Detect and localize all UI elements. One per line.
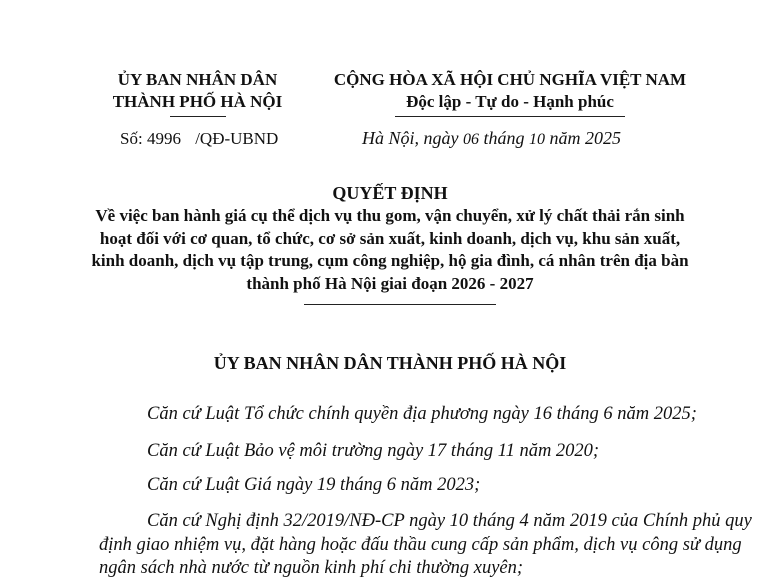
date-month-label: tháng <box>483 128 525 148</box>
date-place: Hà Nội, ngày <box>362 128 459 148</box>
issuer-heading: ỦY BAN NHÂN DÂN THÀNH PHỐ HÀ NỘI <box>213 353 567 373</box>
agency-name-line2: THÀNH PHỐ HÀ NỘI <box>112 92 283 111</box>
legal-basis-item-cont: ngân sách nhà nước từ nguồn kinh phí chi thường xuyên; <box>99 558 524 578</box>
title-underline <box>304 304 496 305</box>
document-number <box>120 129 278 149</box>
legal-basis-item-cont: định giao nhiệm vụ, đặt hàng hoặc đấu thầu cung cấp sản phẩm, dịch vụ công sử dụng <box>99 535 742 555</box>
nation-motto: Độc lập - Tự do - Hạnh phúc <box>406 92 614 111</box>
subject-line: Về việc ban hành giá cụ thể dịch vụ thu gom, vận chuyển, xử lý chất thải rắn sinh <box>95 206 685 225</box>
legal-basis-item: Căn cứ Nghị định 32/2019/NĐ-CP ngày 10 tháng 4 năm 2019 của Chính phủ quy <box>147 511 752 531</box>
agency-underline <box>170 116 226 117</box>
date-month: 10 <box>529 131 546 148</box>
date-day: 06 <box>463 131 479 148</box>
subject-line: thành phố Hà Nội giai đoạn 2026 - 2027 <box>246 273 534 293</box>
legal-basis-item: Căn cứ Luật Giá ngày 19 tháng 6 năm 2023; <box>147 475 481 495</box>
subject-line: hoạt đối với cơ quan, tổ chức, cơ sở sản xuất, kinh doanh, dịch vụ, khu sản xuất, <box>99 228 681 248</box>
doc-number-suffix: /QĐ-UBND <box>195 129 279 148</box>
agency-name-line1: ỦY BAN NHÂN DÂN <box>117 70 278 89</box>
date-year: năm 2025 <box>549 128 622 148</box>
document-subject <box>40 205 740 295</box>
legal-basis-item: Căn cứ Luật Tổ chức chính quyền địa phương ngày 16 tháng 6 năm 2025; <box>147 404 697 424</box>
legal-basis-item: Căn cứ Luật Bảo vệ môi trường ngày 17 tháng 11 năm 2020; <box>147 441 600 461</box>
issue-date <box>362 128 621 149</box>
doc-number-value: 4996 <box>146 129 181 148</box>
nation-title: CỘNG HÒA XÃ HỘI CHỦ NGHĨA VIỆT NAM <box>333 70 687 89</box>
doc-number-prefix: Số: <box>120 129 143 148</box>
document-heading: QUYẾT ĐỊNH <box>332 183 448 203</box>
motto-underline <box>395 116 625 117</box>
subject-line: kinh doanh, dịch vụ tập trung, cụm công nghiệp, hộ gia đình, cá nhân trên địa bàn <box>91 251 689 270</box>
